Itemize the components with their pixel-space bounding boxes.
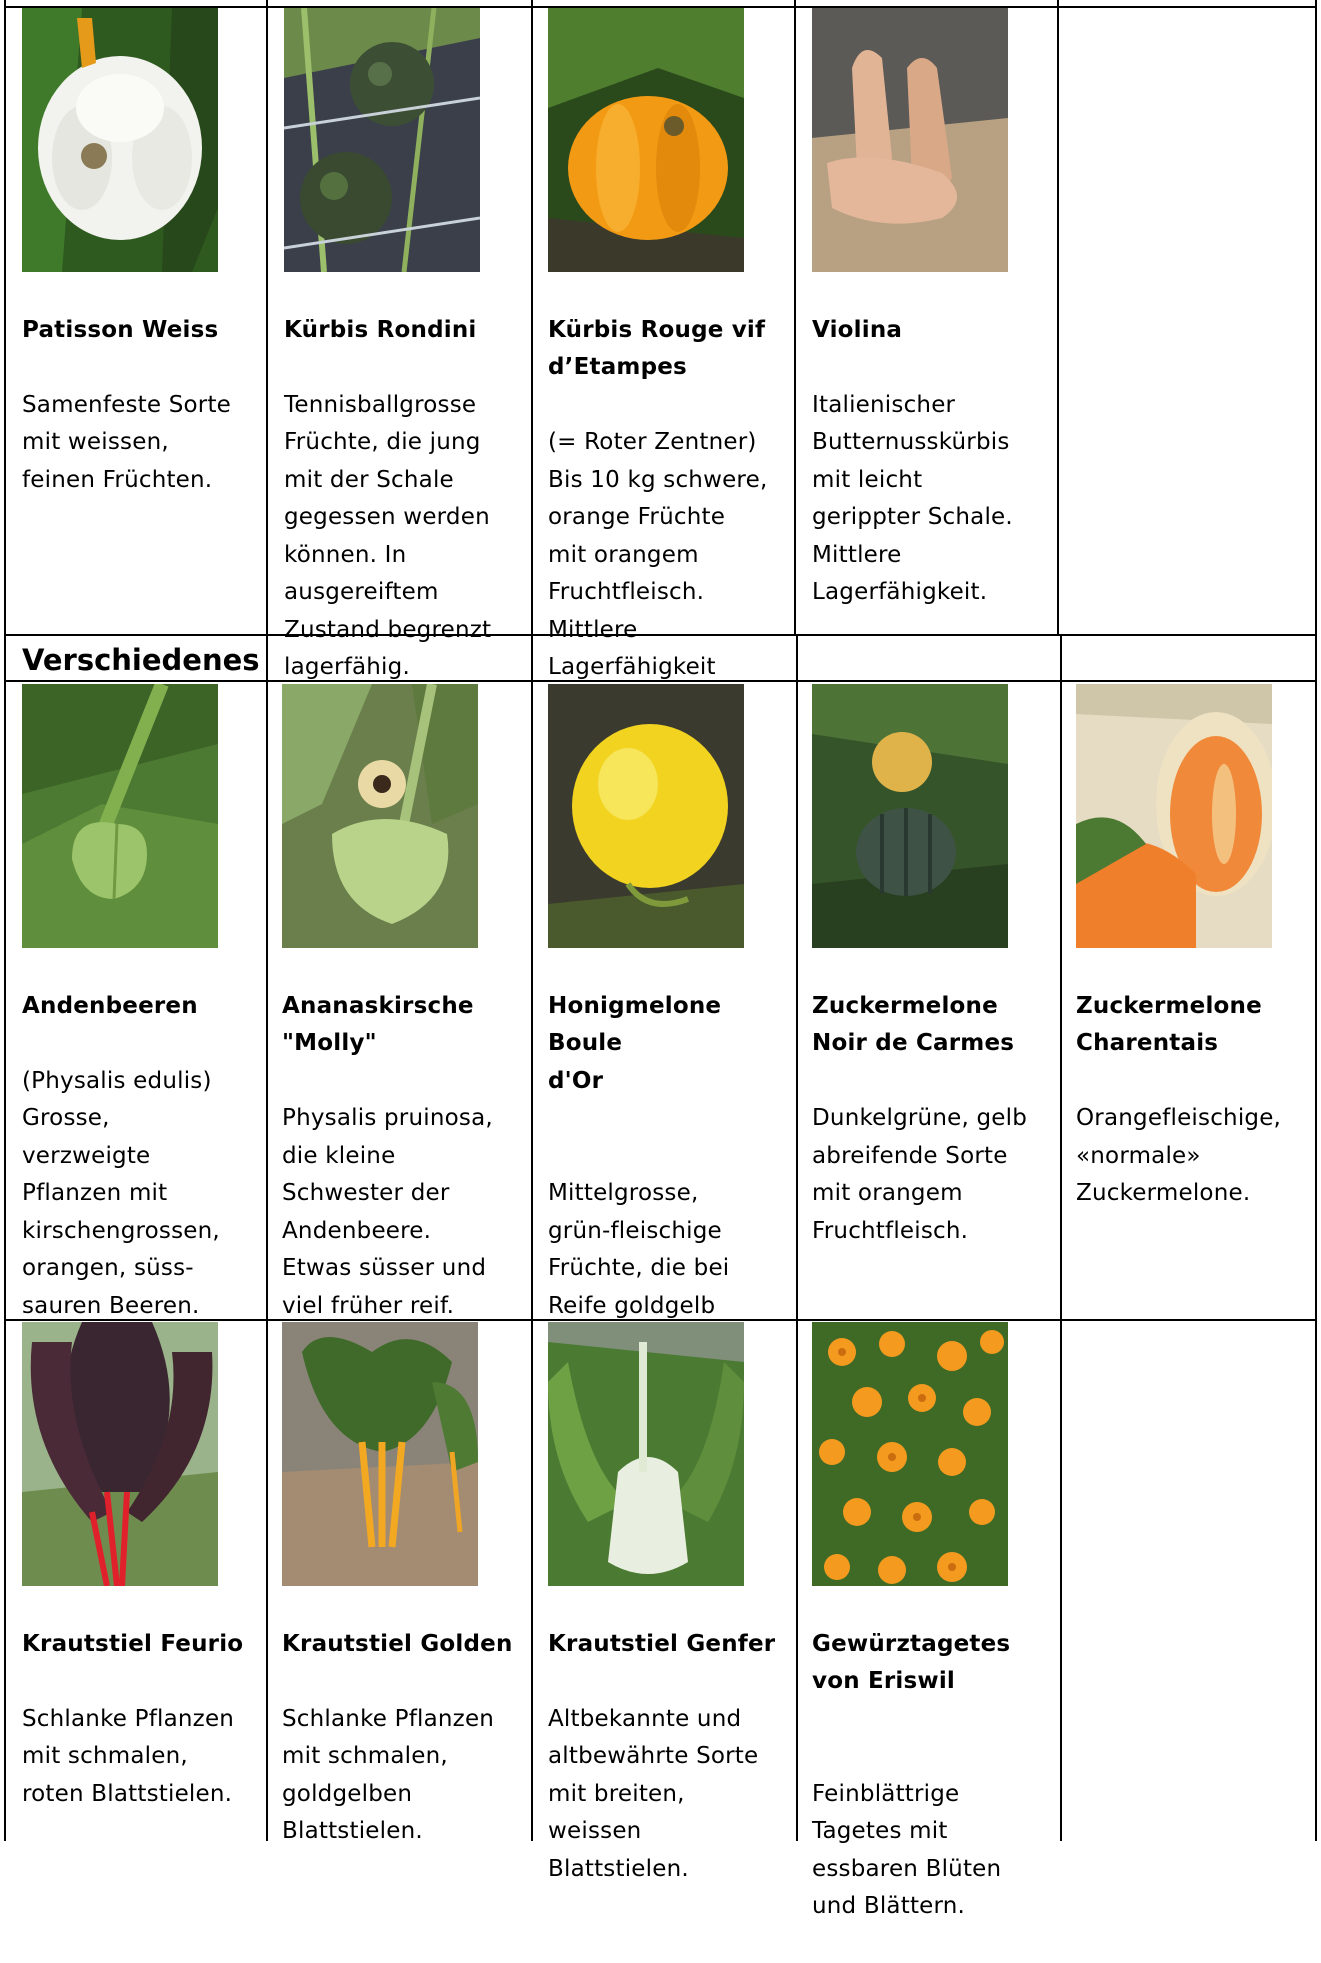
product-text [22, 950, 270, 1363]
product-description: Physalis pruinosa, die kleine Schwester der Andenbeere. Etwas süsser und viel früher reif. [282, 1105, 493, 1319]
product-name: Krautstiel Golden [282, 1630, 513, 1657]
rouge-vif-photo [548, 8, 744, 272]
tagetes-photo [812, 1322, 1008, 1586]
product-description: (Physalis edulis) Grosse, verzweigte Pflanzen mit kirschengrossen, orangen, süss- sauren Beeren. [22, 1067, 220, 1319]
product-text [282, 950, 530, 1363]
product-name: Krautstiel Feurio [22, 1630, 244, 1657]
feurio-photo [22, 1322, 218, 1586]
noir-de-carmes-photo [812, 684, 1008, 948]
product-name: Zuckermelone Noir de Carmes [812, 992, 1015, 1056]
table-border [1060, 634, 1062, 1841]
table-border [796, 634, 798, 1841]
honigmelone-photo [548, 684, 744, 948]
table-border [1315, 0, 1317, 1841]
product-text [284, 274, 532, 724]
product-name: Andenbeeren [22, 992, 198, 1019]
product-description: Schlanke Pflanzen mit schmalen, roten Blattstielen. [22, 1705, 235, 1807]
product-text [282, 1588, 530, 1888]
product-name: Zuckermelone Charentais [1076, 992, 1262, 1056]
golden-photo [282, 1322, 478, 1586]
product-description: Tennisballgrosse Früchte, die jung mit der Schale gegessen werden können. In ausgereiftem Zustand begrenzt lagerfähig. [284, 391, 492, 680]
product-name: Patisson Weiss [22, 316, 219, 343]
product-description: Mittelgrosse, grün-fleischige Früchte, die bei Reife goldgelb [548, 1180, 730, 1319]
andenbeeren-photo [22, 684, 218, 948]
product-name: Ananaskirsche "Molly" [282, 992, 474, 1056]
product-name: Honigmelone Boule d'Or [548, 992, 722, 1094]
product-description: (= Roter Zentner) Bis 10 kg schwere, orange Früchte mit orangem Fruchtfleisch. Mittlere Lagerfähigkeit [548, 429, 768, 680]
table-border [4, 0, 6, 1841]
product-text [22, 274, 270, 537]
product-text [812, 950, 1060, 1288]
product-text [548, 274, 796, 724]
violina-photo [812, 8, 1008, 272]
genfer-photo [548, 1322, 744, 1586]
product-name: Kürbis Rouge vif d’Etampes [548, 316, 766, 380]
product-description: Samenfeste Sorte mit weissen, feinen Früchten. [22, 391, 232, 493]
product-description: Altbekannte und altbewährte Sorte mit breiten, weissen Blattstielen. [548, 1705, 759, 1882]
product-description: Schlanke Pflanzen mit schmalen, goldgelben Blattstielen. [282, 1705, 495, 1844]
product-text [812, 274, 1060, 649]
product-name: Krautstiel Genfer [548, 1630, 776, 1657]
product-name: Violina [812, 316, 903, 343]
section-heading: Verschiedenes [22, 643, 260, 677]
product-name: Kürbis Rondini [284, 316, 477, 343]
product-text [812, 1588, 1060, 1963]
product-description: Italienischer Butternusskürbis mit leicht gerippter Schale. Mittlere Lagerfähigkeit. [812, 391, 1013, 605]
product-description: Feinblättrige Tagetes mit essbaren Blüten und Blättern. [812, 1780, 1002, 1919]
product-text [22, 1588, 270, 1851]
product-description: Orangefleischige, «normale» Zuckermelone. [1076, 1105, 1282, 1206]
product-text [548, 1588, 796, 1926]
product-name: Gewürztagetes von Eriswil [812, 1630, 1011, 1694]
patisson-photo [22, 8, 218, 272]
charentais-photo [1076, 684, 1272, 948]
ananaskirsche-photo [282, 684, 478, 948]
product-description: Dunkelgrüne, gelb abreifende Sorte mit orangem Fruchtfleisch. [812, 1105, 1028, 1244]
rondini-photo [284, 8, 480, 272]
product-text [1076, 950, 1321, 1250]
